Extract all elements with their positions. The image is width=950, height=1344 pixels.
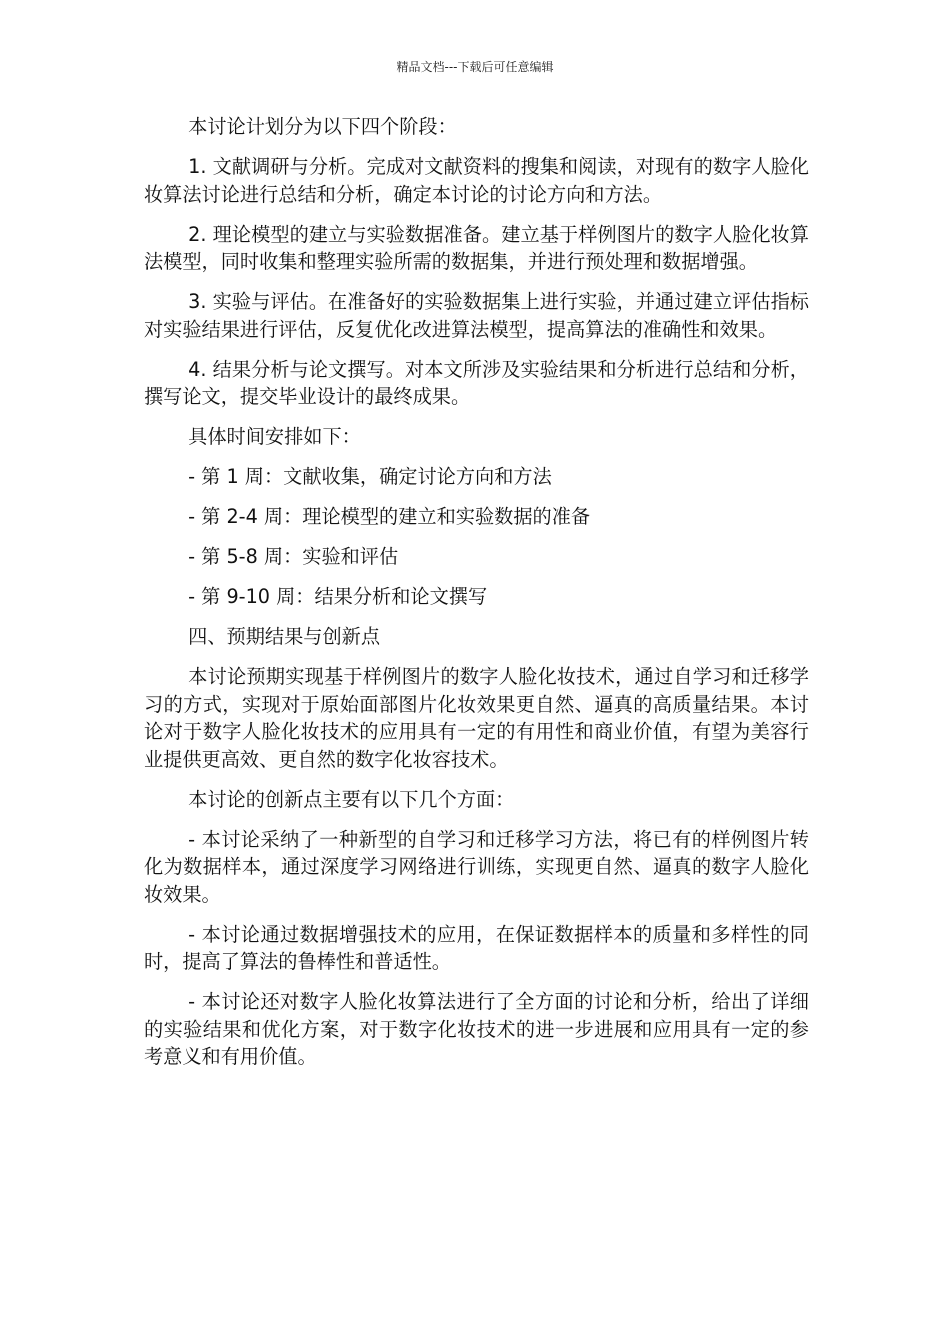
schedule-item-week-2-4: - 第 2-4 周：理论模型的建立和实验数据的准备: [188, 505, 591, 528]
page-header: 精品文档---下载后可任意编辑: [396, 60, 554, 74]
paragraph-intro: 本讨论计划分为以下四个阶段：: [188, 115, 457, 138]
schedule-item-week-9-10: - 第 9-10 周：结果分析和论文撰写: [188, 585, 488, 608]
section-heading-expected-results: 四、预期结果与创新点: [188, 625, 381, 648]
paragraph-stage-2: 2. 理论模型的建立与实验数据准备。建立基于样例图片的数字人脸化妆算法模型，同时收集和整理实验所需的数据集，并进行预处理和数据增强。: [144, 222, 809, 273]
schedule-item-week-1: - 第 1 周：文献收集，确定讨论方向和方法: [188, 465, 552, 488]
schedule-item-week-5-8: - 第 5-8 周：实验和评估: [188, 545, 399, 568]
paragraph-innovation-intro: 本讨论的创新点主要有以下几个方面：: [188, 787, 515, 811]
document-body: [144, 113, 809, 1083]
paragraph-schedule-heading: 具体时间安排如下：: [188, 425, 361, 448]
innovation-item-3: - 本讨论还对数字人脸化妆算法进行了全方面的讨论和分析，给出了详细的实验结果和优化方案，对于数字化妆技术的进一步进展和应用具有一定的参考意义和有用价值。: [144, 990, 809, 1068]
paragraph-expected-results: 本讨论预期实现基于样例图片的数字人脸化妆技术，通过自学习和迁移学习的方式，实现对于原始面部图片化妆效果更自然、逼真的高质量结果。本讨论对于数字人脸化妆技术的应用具有一定的有用性和商业价值，有望为美容行业提供更高效、更自然的数字化妆容技术。: [144, 665, 809, 771]
paragraph-stage-4: 4. 结果分析与论文撰写。对本文所涉及实验结果和分析进行总结和分析，撰写论文，提交毕业设计的最终成果。: [144, 357, 809, 408]
paragraph-stage-3: 3. 实验与评估。在准备好的实验数据集上进行实验，并通过建立评估指标对实验结果进行评估，反复优化改进算法模型，提高算法的准确性和效果。: [144, 290, 809, 341]
innovation-item-2: - 本讨论通过数据增强技术的应用，在保证数据样本的质量和多样性的同时，提高了算法的鲁棒性和普适性。: [144, 922, 809, 973]
paragraph-stage-1: 1. 文献调研与分析。完成对文献资料的搜集和阅读，对现有的数字人脸化妆算法讨论进行总结和分析，确定本讨论的讨论方向和方法。: [144, 155, 809, 206]
innovation-item-1: - 本讨论采纳了一种新型的自学习和迁移学习方法，将已有的样例图片转化为数据样本，通过深度学习网络进行训练，实现更自然、逼真的数字人脸化妆效果。: [144, 827, 809, 906]
